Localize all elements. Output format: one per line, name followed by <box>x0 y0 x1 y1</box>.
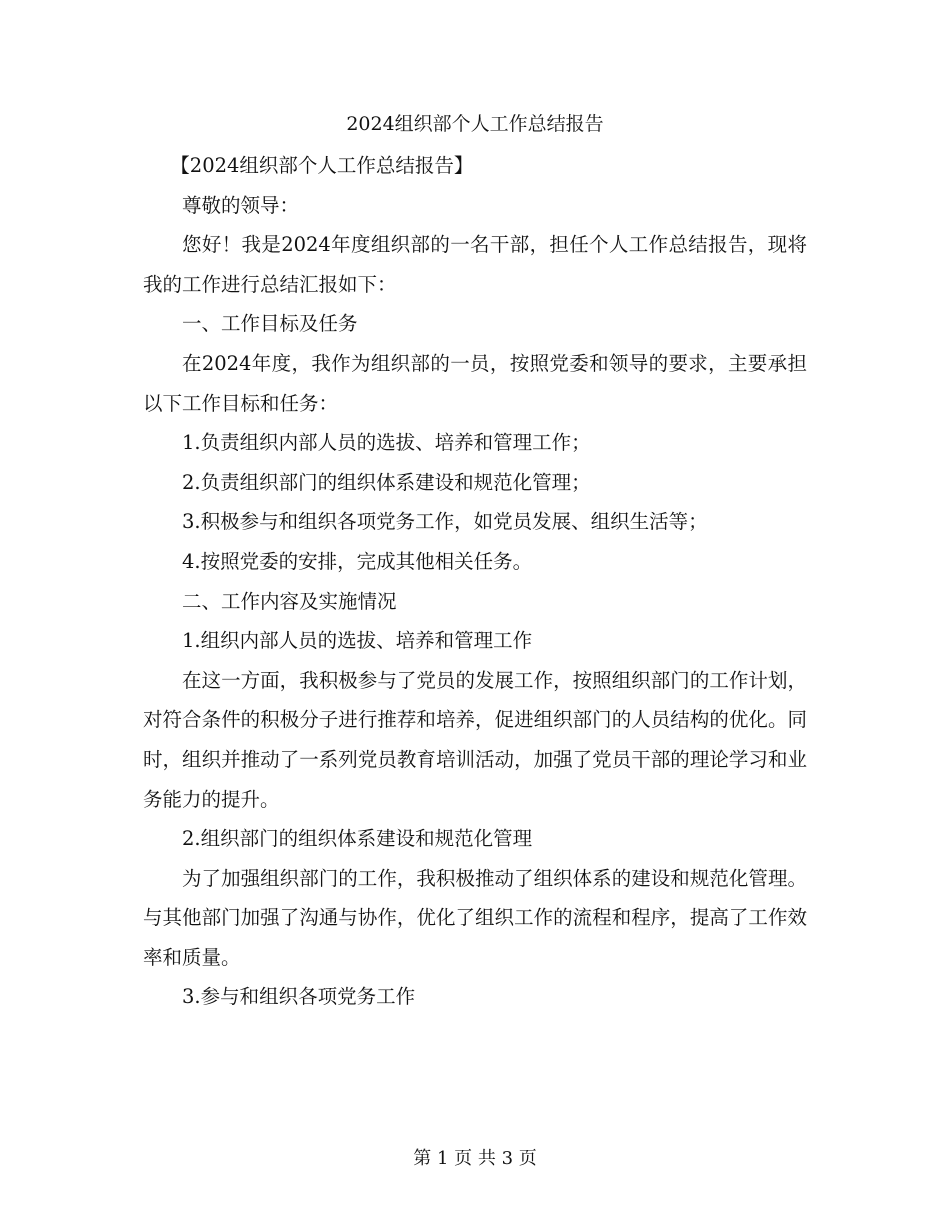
list-item-goal-3: 3.积极参与和组织各项党务工作，如党员发展、组织生活等； <box>182 510 708 534</box>
paragraph-subsection-2: 为了加强组织部门的工作，我积极推动了组织体系的建设和规范化管理。与其他部门加强了沟通与协作，优化了组织工作的流程和程序，提高了工作效率和质量。 <box>143 866 807 969</box>
paragraph-salutation: 尊敬的领导： <box>182 193 300 217</box>
section-heading-2: 二、工作内容及实施情况 <box>182 589 397 613</box>
paragraph-goals: 在2024年度，我作为组织部的一员，按照党委和领导的要求，主要承担以下工作目标和任务： <box>143 351 807 415</box>
subsection-heading-2: 2.组织部门的组织体系建设和规范化管理 <box>182 827 533 851</box>
list-item-goal-4: 4.按照党委的安排，完成其他相关任务。 <box>182 549 533 573</box>
document-title: 2024组织部个人工作总结报告 <box>346 113 604 135</box>
section-heading-1: 一、工作目标及任务 <box>182 312 358 336</box>
list-item-goal-2: 2.负责组织部门的组织体系建设和规范化管理； <box>182 470 591 494</box>
paragraph-subsection-1: 在这一方面，我积极参与了党员的发展工作，按照组织部门的工作计划，对符合条件的积极分子进行推荐和培养，促进组织部门的人员结构的优化。同时，组织并推动了一系列党员教育培训活动，加强了党员干部的理论学习和业务能力的提升。 <box>143 668 807 811</box>
paragraph-heading-bracket: 【2024组织部个人工作总结报告】 <box>170 154 474 177</box>
list-item-goal-1: 1.负责组织内部人员的选拔、培养和管理工作； <box>182 431 591 455</box>
document-body <box>143 146 807 1017</box>
page-footer: 第 1 页 共 3 页 <box>413 1148 537 1169</box>
subsection-heading-1: 1.组织内部人员的选拔、培养和管理工作 <box>182 629 533 653</box>
subsection-heading-3: 3.参与和组织各项党务工作 <box>182 985 416 1009</box>
paragraph-intro: 您好！我是2024年度组织部的一名干部，担任个人工作总结报告，现将我的工作进行总结汇报如下： <box>143 233 807 296</box>
